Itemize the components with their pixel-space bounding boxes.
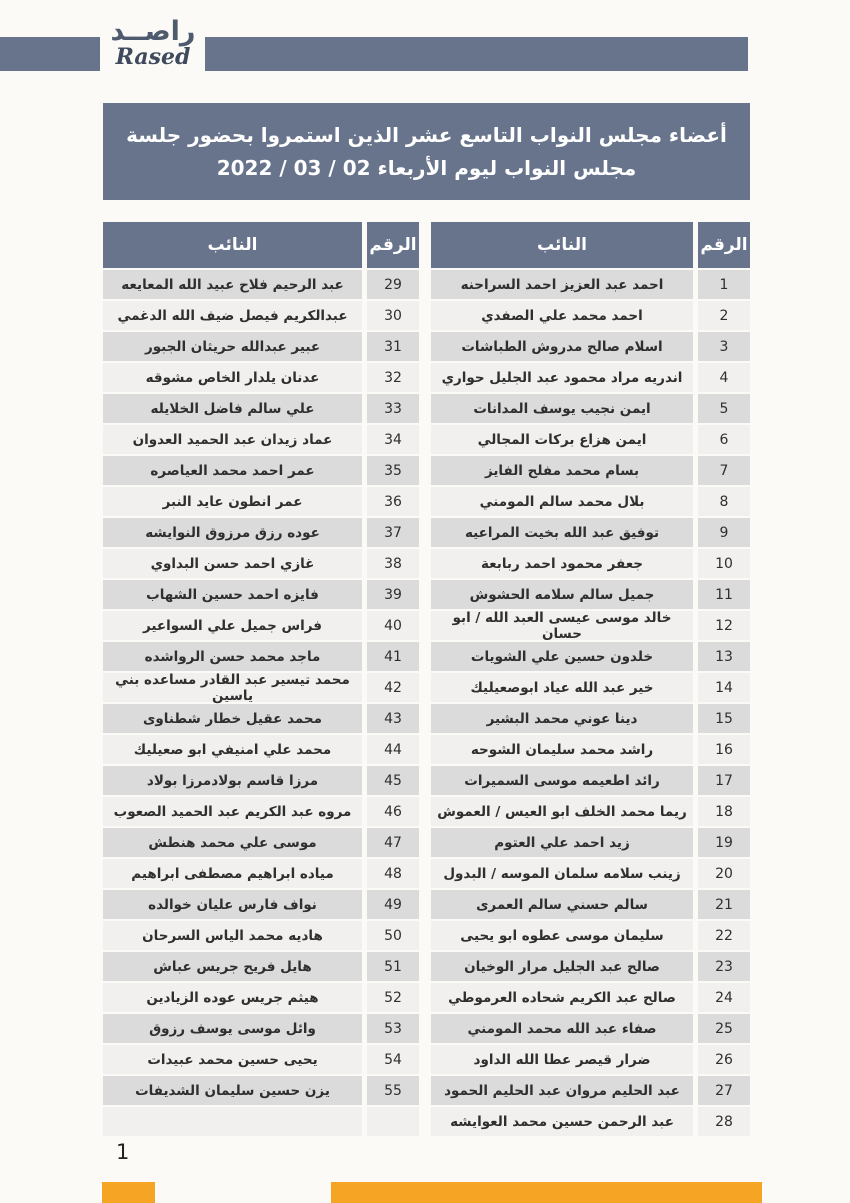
- member-name: ايمن نجيب يوسف المدانات: [431, 394, 693, 423]
- table-row: [431, 518, 750, 547]
- table-row: [103, 518, 419, 547]
- member-name: يحيى حسين محمد عبيدات: [103, 1045, 362, 1074]
- document-title-line2: مجلس النواب ليوم الأربعاء 02 / 03 / 2022: [216, 156, 637, 180]
- table-row: [431, 1107, 750, 1136]
- member-name: محمد علي امنيفي ابو صعيليك: [103, 735, 362, 764]
- member-number: 24: [698, 983, 750, 1012]
- table-row: [431, 673, 750, 702]
- member-number: 48: [367, 859, 419, 888]
- member-number: 53: [367, 1014, 419, 1043]
- table-row: [103, 456, 419, 485]
- page-number: 1: [116, 1140, 130, 1164]
- table-row: [103, 270, 419, 299]
- table-row: [103, 332, 419, 361]
- member-name: دينا عوني محمد البشير: [431, 704, 693, 733]
- member-name: علي سالم فاضل الخلايله: [103, 394, 362, 423]
- member-number: 31: [367, 332, 419, 361]
- member-name: سالم حسني سالم العمرى: [431, 890, 693, 919]
- member-number: 2: [698, 301, 750, 330]
- member-number: 44: [367, 735, 419, 764]
- table-row: [103, 1076, 419, 1105]
- table-row: [431, 704, 750, 733]
- member-number: 33: [367, 394, 419, 423]
- member-number: 5: [698, 394, 750, 423]
- member-name: رائد اطعيمه موسى السميرات: [431, 766, 693, 795]
- table-row: [103, 828, 419, 857]
- member-name: خالد موسى عيسى العبد الله / ابو حسان: [431, 611, 693, 640]
- member-name: موسى علي محمد هنطش: [103, 828, 362, 857]
- member-number: 7: [698, 456, 750, 485]
- member-number: 50: [367, 921, 419, 950]
- member-number: [367, 1107, 419, 1136]
- member-name: هايل فريح جريس عباش: [103, 952, 362, 981]
- member-number: 3: [698, 332, 750, 361]
- table-row: [103, 611, 419, 640]
- member-name: زينب سلامه سلمان الموسه / البدول: [431, 859, 693, 888]
- member-name: عدنان يلدار الخاص مشوقه: [103, 363, 362, 392]
- rased-logo-arabic: راصــد: [110, 16, 196, 47]
- table-row: [431, 363, 750, 392]
- member-number: 19: [698, 828, 750, 857]
- member-number: 17: [698, 766, 750, 795]
- member-number: 14: [698, 673, 750, 702]
- member-name: جميل سالم سلامه الحشوش: [431, 580, 693, 609]
- member-number: 21: [698, 890, 750, 919]
- member-number: 42: [367, 673, 419, 702]
- table-header-row: [431, 222, 750, 268]
- member-name: بلال محمد سالم المومني: [431, 487, 693, 516]
- table-row: [431, 1045, 750, 1074]
- member-name: ضرار قيصر عطا الله الداود: [431, 1045, 693, 1074]
- table-row: [103, 1107, 419, 1136]
- table-row: [431, 394, 750, 423]
- member-number: 6: [698, 425, 750, 454]
- table-row: [431, 301, 750, 330]
- member-name: صالح عبد الكريم شحاده العرموطي: [431, 983, 693, 1012]
- member-number: 32: [367, 363, 419, 392]
- table-row: [431, 766, 750, 795]
- member-name: مرزا قاسم بولادمرزا بولاد: [103, 766, 362, 795]
- table-row: [103, 859, 419, 888]
- member-name: عبدالكريم فيصل ضيف الله الدغمي: [103, 301, 362, 330]
- table-row: [103, 425, 419, 454]
- table-row: [103, 580, 419, 609]
- table-row: [431, 890, 750, 919]
- member-number: 36: [367, 487, 419, 516]
- member-name: فراس جميل علي السواعير: [103, 611, 362, 640]
- member-name: اسلام صالح مدروش الطباشات: [431, 332, 693, 361]
- member-name: سليمان موسى عطوه ابو يحيى: [431, 921, 693, 950]
- member-number: 47: [367, 828, 419, 857]
- table-row: [103, 394, 419, 423]
- table-row: [103, 890, 419, 919]
- member-name: ايمن هزاع بركات المجالي: [431, 425, 693, 454]
- rased-logo: [98, 16, 208, 70]
- member-name: ريما محمد الخلف ابو العيس / العموش: [431, 797, 693, 826]
- column-header-number: الرقم: [698, 222, 750, 268]
- member-number: 18: [698, 797, 750, 826]
- member-name: صفاء عبد الله محمد المومني: [431, 1014, 693, 1043]
- column-header-number: الرقم: [367, 222, 419, 268]
- member-number: 45: [367, 766, 419, 795]
- member-name: نواف فارس عليان خوالده: [103, 890, 362, 919]
- table-row: [103, 673, 419, 702]
- member-number: 20: [698, 859, 750, 888]
- member-name: صالح عبد الجليل مرار الوخيان: [431, 952, 693, 981]
- member-number: 43: [367, 704, 419, 733]
- member-name: محمد عقيل خطار شطناوى: [103, 704, 362, 733]
- member-number: 26: [698, 1045, 750, 1074]
- table-row: [103, 766, 419, 795]
- table-row: [103, 1014, 419, 1043]
- member-name: بسام محمد مفلح الفايز: [431, 456, 693, 485]
- column-header-name: النائب: [103, 222, 362, 268]
- member-name: توفيق عبد الله بخيت المراعيه: [431, 518, 693, 547]
- member-name: مروه عبد الكريم عبد الحميد الصعوب: [103, 797, 362, 826]
- footer-orange-bar: [331, 1182, 762, 1203]
- member-number: 10: [698, 549, 750, 578]
- table-row: [431, 332, 750, 361]
- member-number: 55: [367, 1076, 419, 1105]
- member-number: 37: [367, 518, 419, 547]
- table-row: [103, 921, 419, 950]
- table-row: [431, 549, 750, 578]
- table-row: [103, 983, 419, 1012]
- member-number: 22: [698, 921, 750, 950]
- member-number: 8: [698, 487, 750, 516]
- member-name: خير عبد الله عياد ابوصعيليك: [431, 673, 693, 702]
- document-title-line1: أعضاء مجلس النواب التاسع عشر الذين استمروا بحضور جلسة: [126, 123, 727, 147]
- member-name: عبير عبدالله حريثان الجبور: [103, 332, 362, 361]
- table-row: [103, 487, 419, 516]
- member-number: 11: [698, 580, 750, 609]
- member-name: اندريه مراد محمود عبد الجليل حواري: [431, 363, 693, 392]
- members-table-1-28: [431, 222, 750, 1136]
- member-name: هيثم جريس عوده الزيادين: [103, 983, 362, 1012]
- member-name: مياده ابراهيم مصطفى ابراهيم: [103, 859, 362, 888]
- member-number: 34: [367, 425, 419, 454]
- member-name: جعفر محمود احمد ربابعة: [431, 549, 693, 578]
- member-name: عمر احمد محمد العياصره: [103, 456, 362, 485]
- member-number: 13: [698, 642, 750, 671]
- table-row: [103, 363, 419, 392]
- member-name: احمد محمد علي الصفدي: [431, 301, 693, 330]
- member-name: عبد الرحيم فلاح عبيد الله المعايعه: [103, 270, 362, 299]
- table-row: [103, 301, 419, 330]
- member-name: خلدون حسين علي الشويات: [431, 642, 693, 671]
- table-row: [431, 735, 750, 764]
- member-number: 41: [367, 642, 419, 671]
- header-bar-long: [205, 37, 748, 71]
- header-bar-right-edge: [0, 37, 100, 71]
- table-row: [431, 983, 750, 1012]
- member-number: 40: [367, 611, 419, 640]
- member-number: 25: [698, 1014, 750, 1043]
- document-title: [103, 103, 750, 200]
- table-row: [103, 704, 419, 733]
- member-name: ماجد محمد حسن الرواشده: [103, 642, 362, 671]
- table-row: [431, 1014, 750, 1043]
- member-number: 15: [698, 704, 750, 733]
- table-row: [431, 611, 750, 640]
- member-number: 16: [698, 735, 750, 764]
- table-row: [431, 580, 750, 609]
- member-name: احمد عبد العزيز احمد السراحنه: [431, 270, 693, 299]
- table-row: [103, 1045, 419, 1074]
- member-name: عبد الرحمن حسين محمد العوايشه: [431, 1107, 693, 1136]
- member-number: 12: [698, 611, 750, 640]
- table-row: [431, 797, 750, 826]
- member-number: 9: [698, 518, 750, 547]
- footer-orange-square: [102, 1182, 155, 1203]
- member-number: 52: [367, 983, 419, 1012]
- member-name: يزن حسين سليمان الشديفات: [103, 1076, 362, 1105]
- table-row: [103, 549, 419, 578]
- member-number: 29: [367, 270, 419, 299]
- member-number: 46: [367, 797, 419, 826]
- member-number: 28: [698, 1107, 750, 1136]
- table-row: [431, 487, 750, 516]
- member-name: عبد الحليم مروان عبد الحليم الحمود: [431, 1076, 693, 1105]
- member-number: 27: [698, 1076, 750, 1105]
- member-name: فايزه احمد حسين الشهاب: [103, 580, 362, 609]
- member-name: عماد زيدان عبد الحميد العدوان: [103, 425, 362, 454]
- member-number: 35: [367, 456, 419, 485]
- member-number: 51: [367, 952, 419, 981]
- table-row: [431, 642, 750, 671]
- table-row: [431, 456, 750, 485]
- members-table-29-55: [103, 222, 419, 1136]
- member-name: محمد تيسير عبد القادر مساعده بني ياسين: [103, 673, 362, 702]
- table-row: [431, 828, 750, 857]
- table-row: [431, 270, 750, 299]
- table-row: [431, 1076, 750, 1105]
- member-name: زيد احمد علي العتوم: [431, 828, 693, 857]
- table-header-row: [103, 222, 419, 268]
- table-row: [103, 797, 419, 826]
- member-name: عوده رزق مرزوق النوايشه: [103, 518, 362, 547]
- member-number: 38: [367, 549, 419, 578]
- table-row: [103, 642, 419, 671]
- member-name: هاديه محمد الياس السرحان: [103, 921, 362, 950]
- member-name: وائل موسى يوسف رزوق: [103, 1014, 362, 1043]
- member-name: [103, 1107, 362, 1136]
- member-number: 54: [367, 1045, 419, 1074]
- member-number: 1: [698, 270, 750, 299]
- member-name: عمر انطون عايد النبر: [103, 487, 362, 516]
- member-number: 30: [367, 301, 419, 330]
- table-row: [103, 952, 419, 981]
- members-tables: [103, 222, 750, 1136]
- member-name: غازي احمد حسن البداوي: [103, 549, 362, 578]
- table-row: [431, 952, 750, 981]
- member-number: 49: [367, 890, 419, 919]
- member-number: 39: [367, 580, 419, 609]
- table-row: [431, 921, 750, 950]
- table-row: [103, 735, 419, 764]
- table-row: [431, 425, 750, 454]
- member-name: راشد محمد سليمان الشوحه: [431, 735, 693, 764]
- column-header-name: النائب: [431, 222, 693, 268]
- table-row: [431, 859, 750, 888]
- member-number: 4: [698, 363, 750, 392]
- member-number: 23: [698, 952, 750, 981]
- rased-logo-latin: Rased: [115, 44, 191, 71]
